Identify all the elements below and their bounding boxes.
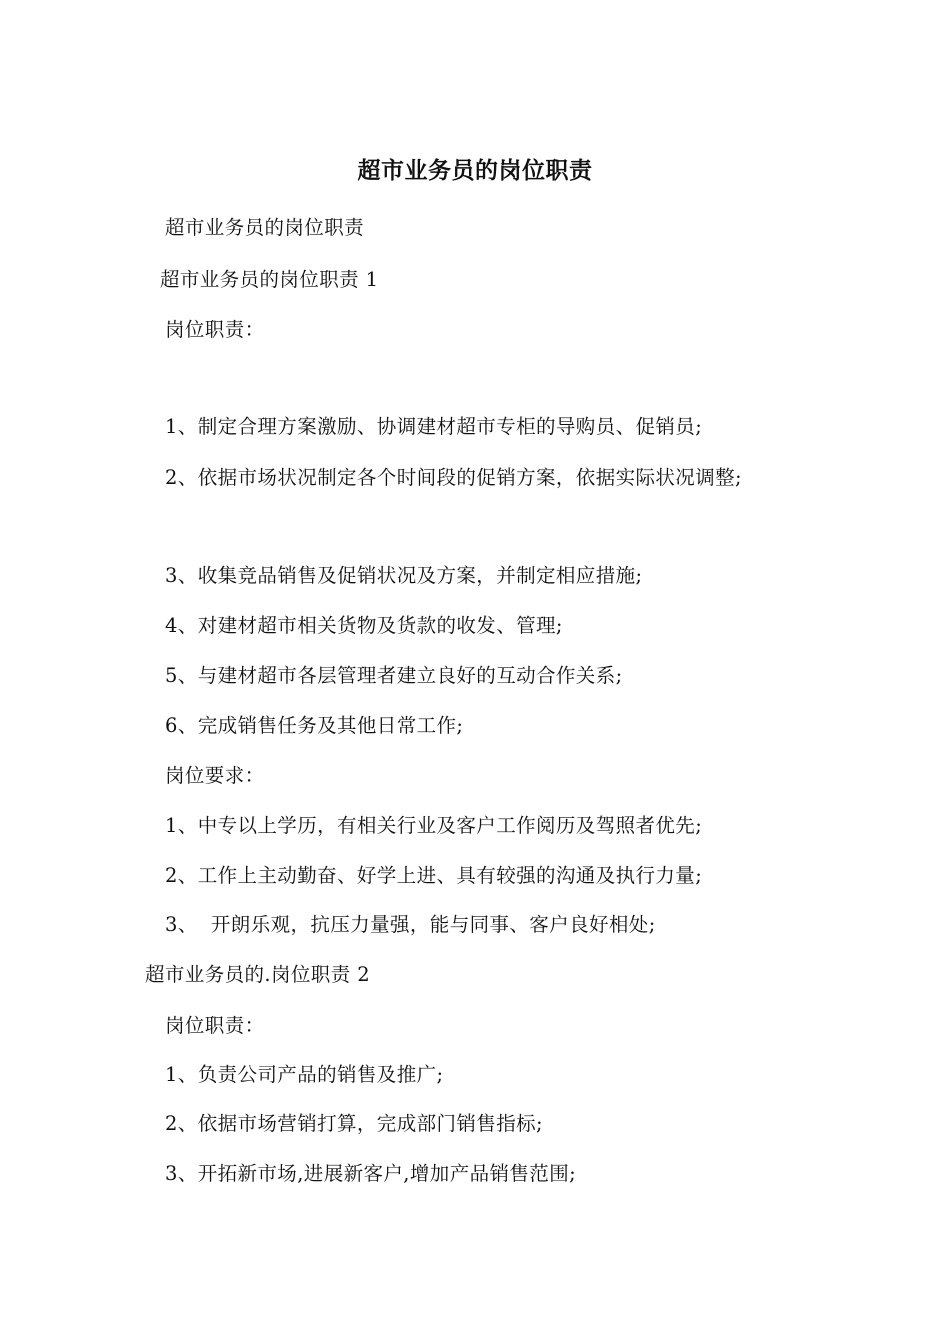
document-subtitle: 超市业务员的岗位职责	[165, 216, 365, 239]
section1-duty-item: 6、完成销售任务及其他日常工作;	[165, 714, 464, 737]
section1-duty-item: 4、对建材超市相关货物及货款的收发、管理;	[165, 614, 563, 637]
section1-requirement-item: 1、中专以上学历，有相关行业及客户工作阅历及驾照者优先;	[165, 814, 703, 837]
section1-heading: 超市业务员的岗位职责 1	[160, 268, 379, 291]
section1-requirement-item: 3、 开朗乐观，抗压力量强，能与同事、客户良好相处;	[165, 913, 656, 936]
section1-duties-label: 岗位职责：	[165, 318, 265, 341]
section2-duty-item: 2、依据市场营销打算，完成部门销售指标;	[165, 1112, 543, 1135]
section1-duty-item: 5、与建材超市各层管理者建立良好的互动合作关系;	[165, 664, 623, 687]
section1-requirements-label: 岗位要求：	[165, 764, 265, 787]
section1-duty-item: 2、依据市场状况制定各个时间段的促销方案，依据实际状况调整;	[165, 466, 742, 489]
section2-duties-label: 岗位职责：	[165, 1014, 265, 1037]
section2-heading: 超市业务员的.岗位职责 2	[145, 963, 371, 986]
section1-duty-item: 3、收集竞品销售及促销状况及方案，并制定相应措施;	[165, 564, 643, 587]
document-title: 超市业务员的岗位职责	[357, 157, 593, 184]
section2-duty-item: 1、负责公司产品的销售及推广;	[165, 1063, 444, 1086]
section1-duty-item: 1、制定合理方案激励、协调建材超市专柜的导购员、促销员;	[165, 415, 703, 438]
section2-duty-item: 3、开拓新市场,进展新客户,增加产品销售范围;	[165, 1162, 577, 1185]
section1-requirement-item: 2、工作上主动勤奋、好学上进、具有较强的沟通及执行力量;	[165, 864, 703, 887]
